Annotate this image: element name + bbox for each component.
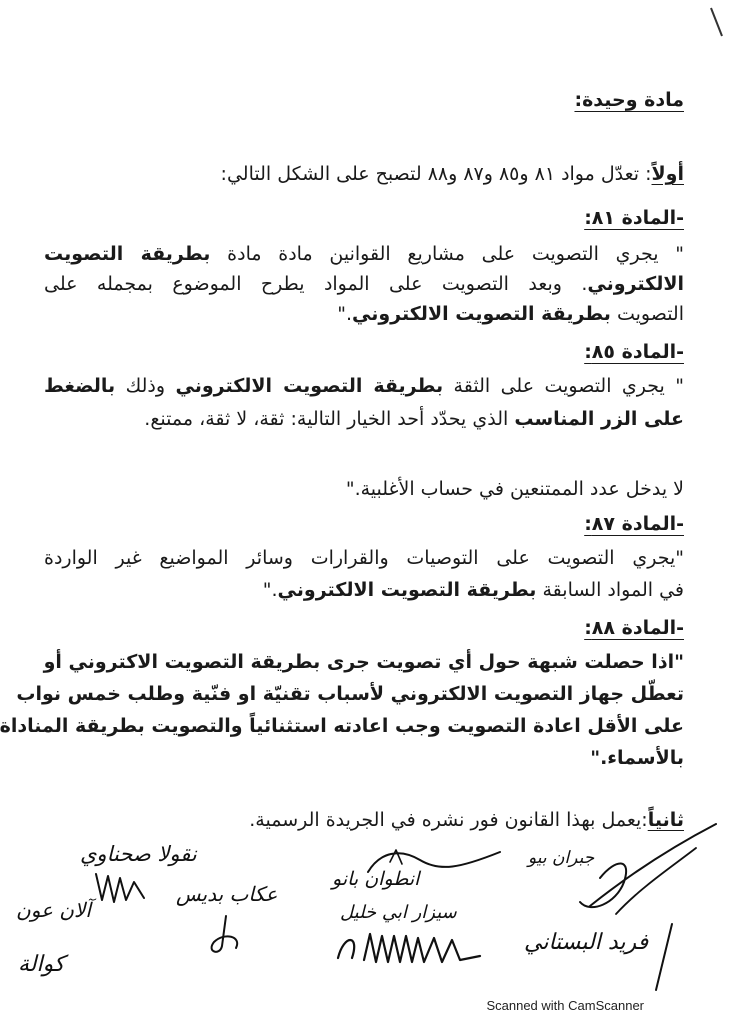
article-81-line-1: " يجري التصويت على مشاريع القوانين مادة مادة بطريقة التصويت [44,243,684,265]
article-87-heading: -المادة ٨٧: [584,513,684,535]
signature-jebran: جبران بيو [528,848,595,868]
article-81-line-3: التصويت بطريقة التصويت الالكتروني." [337,303,684,325]
signature-third-flourish [196,912,256,958]
article-81-line-2: الالكتروني. وبعد التصويت على المواد يطرح الموضوع بمجمله على [44,273,684,295]
signature-abi-khalil: سيزار ابي خليل [340,902,457,923]
scanner-watermark: Scanned with CamScanner [486,998,644,1013]
article-88-line-3: على الأقل اعادة التصويت وجب اعادته استثنائياً والتصويت بطريقة المناداة [0,715,684,737]
intro-label: أولاً [651,163,684,185]
article-88-heading: -المادة ٨٨: [584,617,684,639]
signature-bano-flourish [360,842,510,882]
signature-bustani: فريد البستاني [524,930,649,955]
scan-edge-mark [708,6,728,42]
article-87-line-1: "يجري التصويت على التوصيات والقرارات وسائر المواضيع غير الواردة [44,547,684,569]
article-85-line-2: على الزر المناسب الذي يحدّد أحد الخيار التالية: ثقة، لا ثقة، ممتنع. [144,408,684,430]
intro-line [44,160,684,188]
article-81-heading: -المادة ٨١: [584,207,684,229]
signature-sahnaoui: نقولا صحناوي [80,842,197,866]
signature-sahnaoui-flourish [92,868,152,908]
article-88-line-4: بالأسماء." [590,747,684,769]
article-85-heading: -المادة ٨٥: [584,341,684,363]
signature-kawala: كوالة [18,952,65,977]
article-85-line-3: لا يدخل عدد الممتنعين في حساب الأغلبية." [345,478,684,500]
signature-third: عكاب بديس [176,882,278,906]
article-85-line-1: " يجري التصويت على الثقة بطريقة التصويت الالكتروني وذلك بالضغط [44,375,684,397]
article-88-line-1: "اذا حصلت شبهة حول أي تصويت جرى بطريقة التصويت الاكتروني أو [43,651,684,673]
second-label: ثانياً [647,809,684,831]
title-text: مادة وحيدة: [574,89,684,111]
intro-text: : تعدّل مواد ٨١ و٨٥ و٨٧ و٨٨ لتصبح على الشكل التالي: [220,163,652,185]
signature-abi-khalil-flourish [330,928,490,976]
second-text: :يعمل بهذا القانون فور نشره في الجريدة الرسمية. [249,809,648,831]
signature-bano: انطوان بانو [332,868,420,890]
article-87-line-2: في المواد السابقة بطريقة التصويت الالكتروني." [262,579,684,601]
article-88-line-2: تعطّل جهاز التصويت الالكتروني لأسباب تقنيّة او فنّية وطلب خمس نواب [16,683,684,705]
signature-bustani-flourish [642,920,682,1000]
document-title [44,86,684,114]
signature-alain-aoun: آلان عون [16,898,91,922]
signature-jebran-flourish [520,818,720,928]
